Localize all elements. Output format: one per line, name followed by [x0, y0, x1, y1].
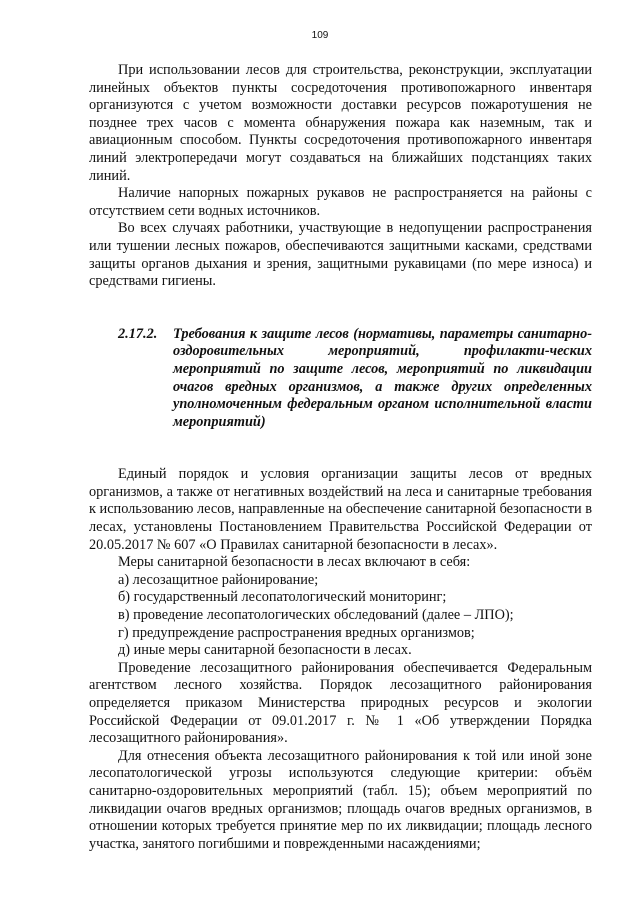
section-spacer — [89, 431, 592, 466]
section-title: Требования к защите лесов (нормативы, параметры санитарно-оздоровительных мероприятий, профилакти-ческих мероприятий по защите лесов, мероприятий по ликвидации очагов вредных организмов, а также других определенных уполномоченным федеральным органом исполнительной власти мероприятий) — [173, 325, 592, 430]
section-number: 2.17.2. — [118, 325, 158, 342]
paragraph-measures-intro: Меры санитарной безопасности в лесах включают в себя: — [118, 554, 471, 571]
document-body — [89, 62, 592, 853]
list-item: д) иные меры санитарной безопасности в лесах. — [118, 642, 412, 659]
paragraph-fire-hoses: Наличие напорных пожарных рукавов не распространяется на районы с отсутствием сети водных источников. — [89, 185, 592, 219]
paragraph-zoning: Проведение лесозащитного районирования обеспечивается Федеральным агентством лесного хозяйства. Порядок лесозащитного районирования определяется приказом Министерства природных ресурсов и экологии Российской Федерации от 09.01.2017 г. № 1 «Об утверждении Порядка лесозащитного районирования». — [89, 659, 592, 747]
paragraph-protective-equipment: Во всех случаях работники, участвующие в недопущении распространения или тушении лесных пожаров, обеспечиваются защитными касками, средствами защиты органов дыхания и зрения, защитными рукавицами (по мере износа) и средствами гигиены. — [89, 220, 592, 290]
section-heading — [89, 326, 592, 432]
paragraph-criteria: Для отнесения объекта лесозащитного районирования к той или иной зоне лесопатологической угрозы используются следующие критерии: объём санитарно-оздоровительных мероприятий (табл. 15); объем мероприятий по ликвидации очагов вредных организмов; площадь очагов вредных организмов, в отношении которых требуется принятие мер по их ликвидации; площадь лесного участка, занятого погибшими и поврежденными насаждениями; — [89, 747, 592, 852]
list-item: г) предупреждение распространения вредных организмов; — [118, 624, 475, 641]
list-item: в) проведение лесопатологических обследований (далее – ЛПО); — [118, 607, 514, 624]
section-spacer — [89, 291, 592, 326]
list-item: б) государственный лесопатологический мониторинг; — [118, 589, 447, 606]
list-item: а) лесозащитное районирование; — [118, 571, 319, 588]
paragraph-sanitary-rules: Единый порядок и условия организации защиты лесов от вредных организмов, а также от негативных воздействий на леса и санитарные требования к использованию лесов, направленные на обеспечение санитарной безопасности в лесах, установлены Постановлением Правительства Российской Федерации от 20.05.2017 № 607 «О Правилах санитарной безопасности в лесах». — [89, 466, 592, 553]
paragraph-linear-objects: При использовании лесов для строительства, реконструкции, эксплуатации линейных объектов пункты сосредоточения противопожарного инвентаря организуются с учетом возможности доставки ресурсов пожаротушения не позднее трех часов с момента обнаружения пожара как наземным, так и авиационным способом. Пункты сосредоточения противопожарного инвентаря линий электропередачи могут создаваться на ближайших подстанциях таких линий. — [89, 62, 592, 184]
page-number: 109 — [311, 30, 329, 41]
